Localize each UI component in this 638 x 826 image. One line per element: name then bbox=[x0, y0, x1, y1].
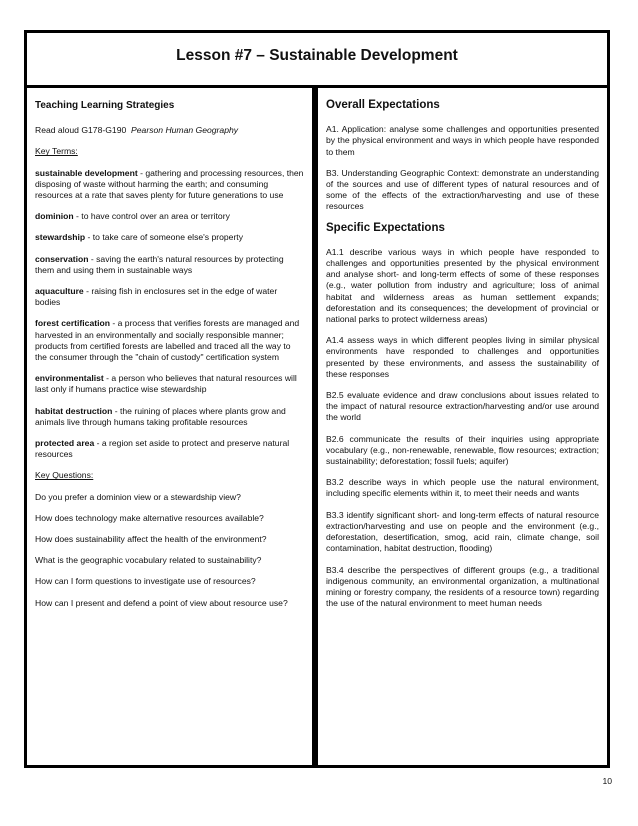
question-item: How does sustainability affect the health of the environment? bbox=[35, 534, 267, 545]
term-item bbox=[35, 373, 304, 395]
specific-expectation-item: B3.4 describe the perspectives of different groups (e.g., a traditional indigenous community, an environmental organization, a multinational mining or forestry company, the residents of a resource town) regarding the use of the natural environment to meet human needs bbox=[326, 564, 599, 609]
term-item bbox=[35, 438, 304, 460]
specific-expectation-item: B2.5 evaluate evidence and draw conclusions about issues related to the impact of natural resource extraction/harvesting and/or use around the world bbox=[326, 390, 599, 423]
question-item: How can I form questions to investigate use of resources? bbox=[35, 576, 256, 587]
specific-expectation-item: A1.1 describe various ways in which people have responded to challenges and opportunities presented by the physical environment and analyse short- and long-term effects of some of these responses (e.g., water pollution from industry and agriculture; loss of animal habitat and wilderness areas as human settlement expands; deforestation and its consequences; the development of provincial or national parks to protect wilderness areas) bbox=[326, 246, 599, 325]
key-questions-label: Key Questions: bbox=[35, 470, 94, 481]
question-item: How can I present and defend a point of view about resource use? bbox=[35, 597, 288, 608]
read-aloud-line bbox=[35, 125, 304, 136]
specific-expectations-heading: Specific Expectations bbox=[326, 221, 445, 234]
question-item: How does technology make alternative resources available? bbox=[35, 512, 264, 523]
overall-expectation-item: A1. Application: analyse some challenges and opportunities presented by the physical environment and ways in which people have responded to them bbox=[326, 124, 599, 157]
page-title: Lesson #7 – Sustainable Development bbox=[176, 47, 458, 64]
term-name: sustainable development bbox=[35, 167, 138, 178]
teaching-strategies-heading: Teaching Learning Strategies bbox=[35, 100, 175, 111]
specific-expectation-item: B2.6 communicate the results of their inquiries using appropriate vocabulary (e.g., non-renewable, renewable, flow resources; extraction; sustainability; deforestation; fossil fuels; aquifer) bbox=[326, 433, 599, 467]
book-title: Pearson Human Geography bbox=[131, 125, 239, 136]
specific-expectation-item: B3.2 describe ways in which people use the natural environment, including specific elements within it, to meet their needs and wants bbox=[326, 477, 599, 499]
teaching-strategies-column bbox=[27, 88, 312, 765]
term-name: environmentalist bbox=[35, 373, 104, 384]
term-definition: - to have control over an area or territory bbox=[73, 211, 230, 222]
specific-expectation-item: A1.4 assess ways in which different peoples living in similar physical environments have responded to challenges and opportunities presented by these environments, and assess the sustainability of these responses bbox=[326, 335, 599, 379]
expectations-column bbox=[318, 88, 607, 765]
term-name: forest certification bbox=[35, 318, 110, 329]
overall-expectations-heading: Overall Expectations bbox=[326, 99, 440, 111]
term-definition: - a process that verifies forests are managed and harvested in an environmentally and socially responsible manner; products from certified forests are labelled and traced all the way to the consumer through the "chain of custody" certification system bbox=[35, 318, 300, 363]
key-terms-label: Key Terms: bbox=[35, 146, 78, 157]
term-item bbox=[35, 254, 304, 276]
term-definition: - raising fish in enclosures set in the edge of water bodies bbox=[35, 286, 278, 308]
read-aloud-prefix: Read aloud G178-G190 bbox=[35, 125, 127, 136]
term-definition: - to take care of someone else's property bbox=[85, 232, 243, 243]
term-item bbox=[35, 232, 304, 243]
term-definition: - the ruining of places where plants grow and animals live through humans taking profitable resources bbox=[35, 405, 286, 427]
specific-expectation-item: B3.3 identify significant short- and long-term effects of natural resource extraction/harvesting and use on people and the environment (e.g., deforestation, desertification, smog, acid rain, climate change, soil contamination, habitat destruction, flooding) bbox=[326, 509, 599, 554]
term-item bbox=[35, 406, 304, 428]
term-definition: - a region set aside to protect and preserve natural resources bbox=[35, 438, 290, 460]
term-item bbox=[35, 211, 304, 222]
page-number: 10 bbox=[602, 776, 612, 786]
overall-expectation-item: B3. Understanding Geographic Context: demonstrate an understanding of the sources and use of different types of natural resources and of some of the effects of the extraction/harvesting and use of these resources bbox=[326, 167, 599, 212]
term-item bbox=[35, 286, 304, 308]
term-name: stewardship bbox=[35, 232, 86, 243]
question-item: What is the geographic vocabulary related to sustainability? bbox=[35, 555, 262, 566]
term-item bbox=[35, 318, 304, 363]
term-name: aquaculture bbox=[35, 286, 84, 297]
term-definition: - saving the earth's natural resources by protecting them and using them in sustainable ways bbox=[35, 253, 284, 275]
term-item bbox=[35, 168, 304, 202]
lesson-frame bbox=[24, 30, 610, 768]
term-name: dominion bbox=[35, 211, 74, 222]
term-definition: - a person who believes that natural resources will last only if humans practice wise stewardship bbox=[35, 373, 297, 395]
term-name: conservation bbox=[35, 253, 89, 264]
title-bar bbox=[27, 33, 607, 88]
term-name: habitat destruction bbox=[35, 405, 113, 416]
term-definition: - gathering and processing resources, then disposing of waste without harming the earth; and consuming resources at a rate that saves plenty for future generations to use bbox=[35, 167, 304, 201]
term-name: protected area bbox=[35, 438, 95, 449]
question-item: Do you prefer a dominion view or a stewardship view? bbox=[35, 491, 241, 502]
